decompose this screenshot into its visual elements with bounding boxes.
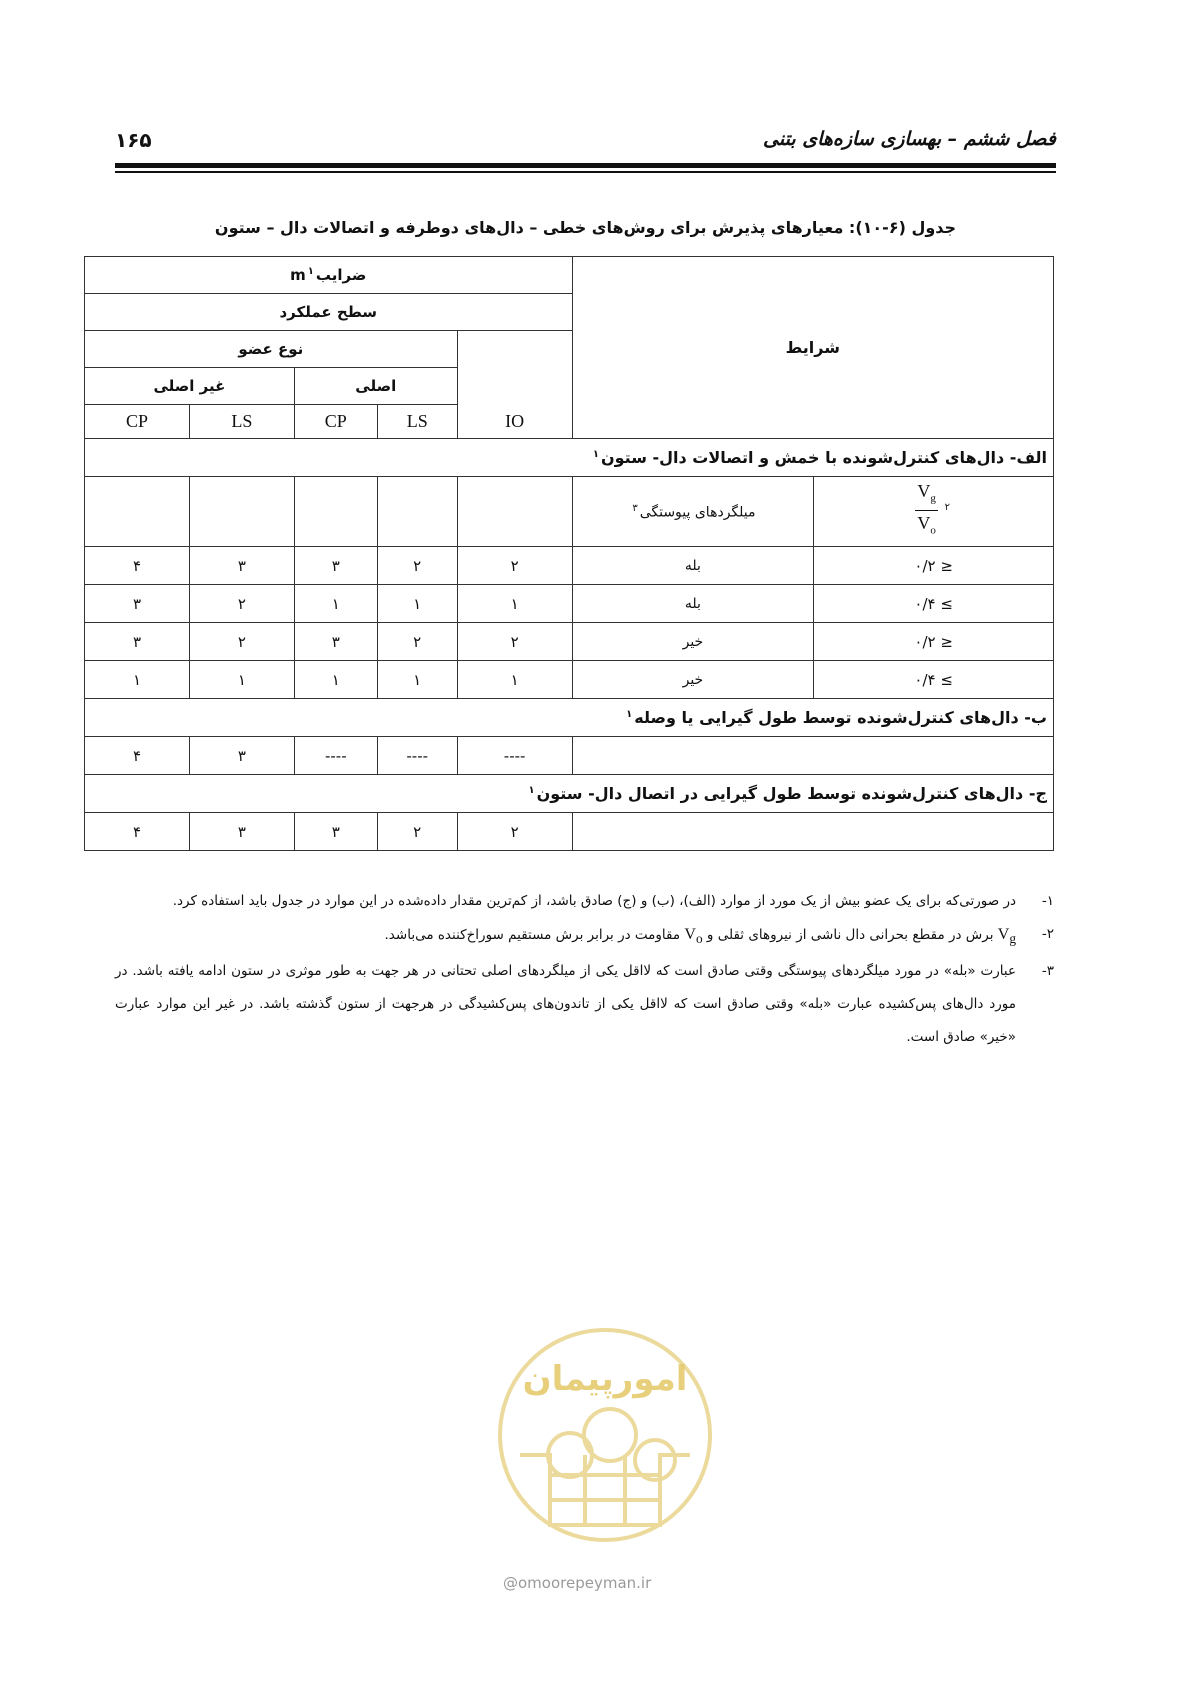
ls-secondary-cell: ۳ [189,547,294,585]
continuity-cell: خیر [572,661,814,699]
io-cell: ۲ [457,813,572,851]
cp-primary-cell: ۳ [294,813,377,851]
cp-secondary-cell: ۱ [85,661,190,699]
cp-secondary-cell: ۴ [85,547,190,585]
empty-cell [85,477,190,547]
cp-secondary-header: CP [85,405,190,439]
continuity-cell: بله [572,585,814,623]
footnote-text: عبارت «بله» در مورد میلگردهای پیوستگی وقتی صادق است که لااقل یکی از میلگردهای اصلی تحتانی در هر جهت به طور موثری در ستون ادامه یافته باشد. در مورد دال‌های پس‌کشیده عبارت «بله» وقتی صادق است که لااقل یکی از تاندون‌های پس‌کشیدگی در هرجهت از ستون گذشته باشد. در غیر این موارد عبارت «خیر» صادق است. [115,963,1016,1046]
ratio-header: $^۲$ $\frac{V_g}{V_o}$ [814,477,1054,547]
io-cell: ۱ [457,585,572,623]
performance-level-header: سطح عملکرد [85,294,573,331]
table-row [85,547,1054,585]
cp-primary-cell: ۱ [294,585,377,623]
empty-cell [457,477,572,547]
ls-secondary-cell: ۲ [189,623,294,661]
watermark-text: @omoorepeyman.ir [503,1574,652,1592]
ls-secondary-header: LS [189,405,294,439]
acceptance-criteria-table [84,256,1054,851]
io-column-top [457,331,572,439]
cp-primary-header: CP [294,405,377,439]
cp-primary-cell: ۱ [294,661,377,699]
cp-secondary-cell: ۴ [85,737,190,775]
footnote-text: $V_g$ برش در مقطع بحرانی دال ناشی از نیروهای ثقلی و $V_o$ مقاومت در برابر برش مستقیم سوراخ‌کننده می‌باشد. [384,926,1016,947]
table-row [85,623,1054,661]
coefficients-header: ضرایبm$^۱$ [85,257,573,294]
footnote-number: ۱- [1041,893,1054,909]
empty-cell [294,477,377,547]
cp-secondary-cell: ۳ [85,623,190,661]
footnotes [115,885,1056,1054]
ratio-cell: ≤ ۰/۲ [814,623,1054,661]
cp-primary-cell: ۳ [294,547,377,585]
ls-secondary-cell: ۳ [189,737,294,775]
io-cell: ۲ [457,623,572,661]
cp-primary-cell: ۳ [294,623,377,661]
table-caption: جدول (۶-۱۰): معیارهای پذیرش برای روش‌های خطی – دال‌های دوطرفه و اتصالات دال – ستون [214,218,957,237]
ls-primary-cell: ---- [377,737,457,775]
table-row [85,661,1054,699]
empty-cell [189,477,294,547]
continuity-header: میلگردهای پیوستگی$^۳$ [572,477,814,547]
cp-primary-cell: ---- [294,737,377,775]
empty-condition-cell [572,813,1053,851]
table-row [85,813,1054,851]
section-c-title: ج- دال‌های کنترل‌شونده توسط طول گیرایی در اتصال دال- ستون$^۱$ [85,775,1054,813]
cp-secondary-cell: ۳ [85,585,190,623]
footnote-number: ۳- [1041,963,1054,980]
member-type-header: نوع عضو [85,331,458,368]
ls-secondary-cell: ۱ [189,661,294,699]
watermark-logo-text: امورپیمان [522,1359,688,1399]
ls-primary-cell: ۲ [377,623,457,661]
cp-secondary-cell: ۴ [85,813,190,851]
ratio-cell: ≥ ۰/۴ [814,661,1054,699]
ls-primary-header: LS [377,405,457,439]
vg-vo-fraction: $\frac{V_g}{V_o}$ [917,481,936,537]
empty-condition-cell [572,737,1053,775]
conditions-header: شرایط [572,257,1053,439]
header-rule-thin [115,171,1056,173]
ls-secondary-cell: ۳ [189,813,294,851]
footnote-1 [115,885,1056,918]
table-row [85,585,1054,623]
ratio-cell: ≥ ۰/۴ [814,585,1054,623]
ratio-cell: ≤ ۰/۲ [814,547,1054,585]
watermark-logo [490,1305,720,1565]
footnote-2 [115,918,1056,955]
ls-primary-cell: ۲ [377,813,457,851]
secondary-header: غیر اصلی [85,368,295,405]
table-row [85,737,1054,775]
io-cell: ۲ [457,547,572,585]
io-cell: ۱ [457,661,572,699]
page-number: ۱۶۵ [115,128,152,152]
header-rule-thick [115,163,1056,168]
continuity-cell: بله [572,547,814,585]
footnote-number: ۲- [1041,926,1054,942]
footnote-text: در صورتی‌که برای یک عضو بیش از یک مورد از موارد (الف)، (ب) و (ج) صادق باشد، از کم‌ترین مقدار داده‌شده در این موارد در جدول باید استفاده کرد. [172,893,1016,909]
io-cell: ---- [457,737,572,775]
section-a-title: الف- دال‌های کنترل‌شونده با خمش و اتصالات دال- ستون$^۱$ [85,439,1054,477]
ls-primary-cell: ۱ [377,585,457,623]
footnote-3 [115,955,1056,1054]
primary-header: اصلی [294,368,457,405]
section-b-title: ب- دال‌های کنترل‌شونده توسط طول گیرایی یا وصله$^۱$ [85,699,1054,737]
chapter-title: فصل ششم – بهسازی سازه‌های بتنی [763,128,1056,150]
ls-secondary-cell: ۲ [189,585,294,623]
ls-primary-cell: ۱ [377,661,457,699]
ls-primary-cell: ۲ [377,547,457,585]
continuity-cell: خیر [572,623,814,661]
empty-cell [377,477,457,547]
io-label: IO [505,411,525,431]
